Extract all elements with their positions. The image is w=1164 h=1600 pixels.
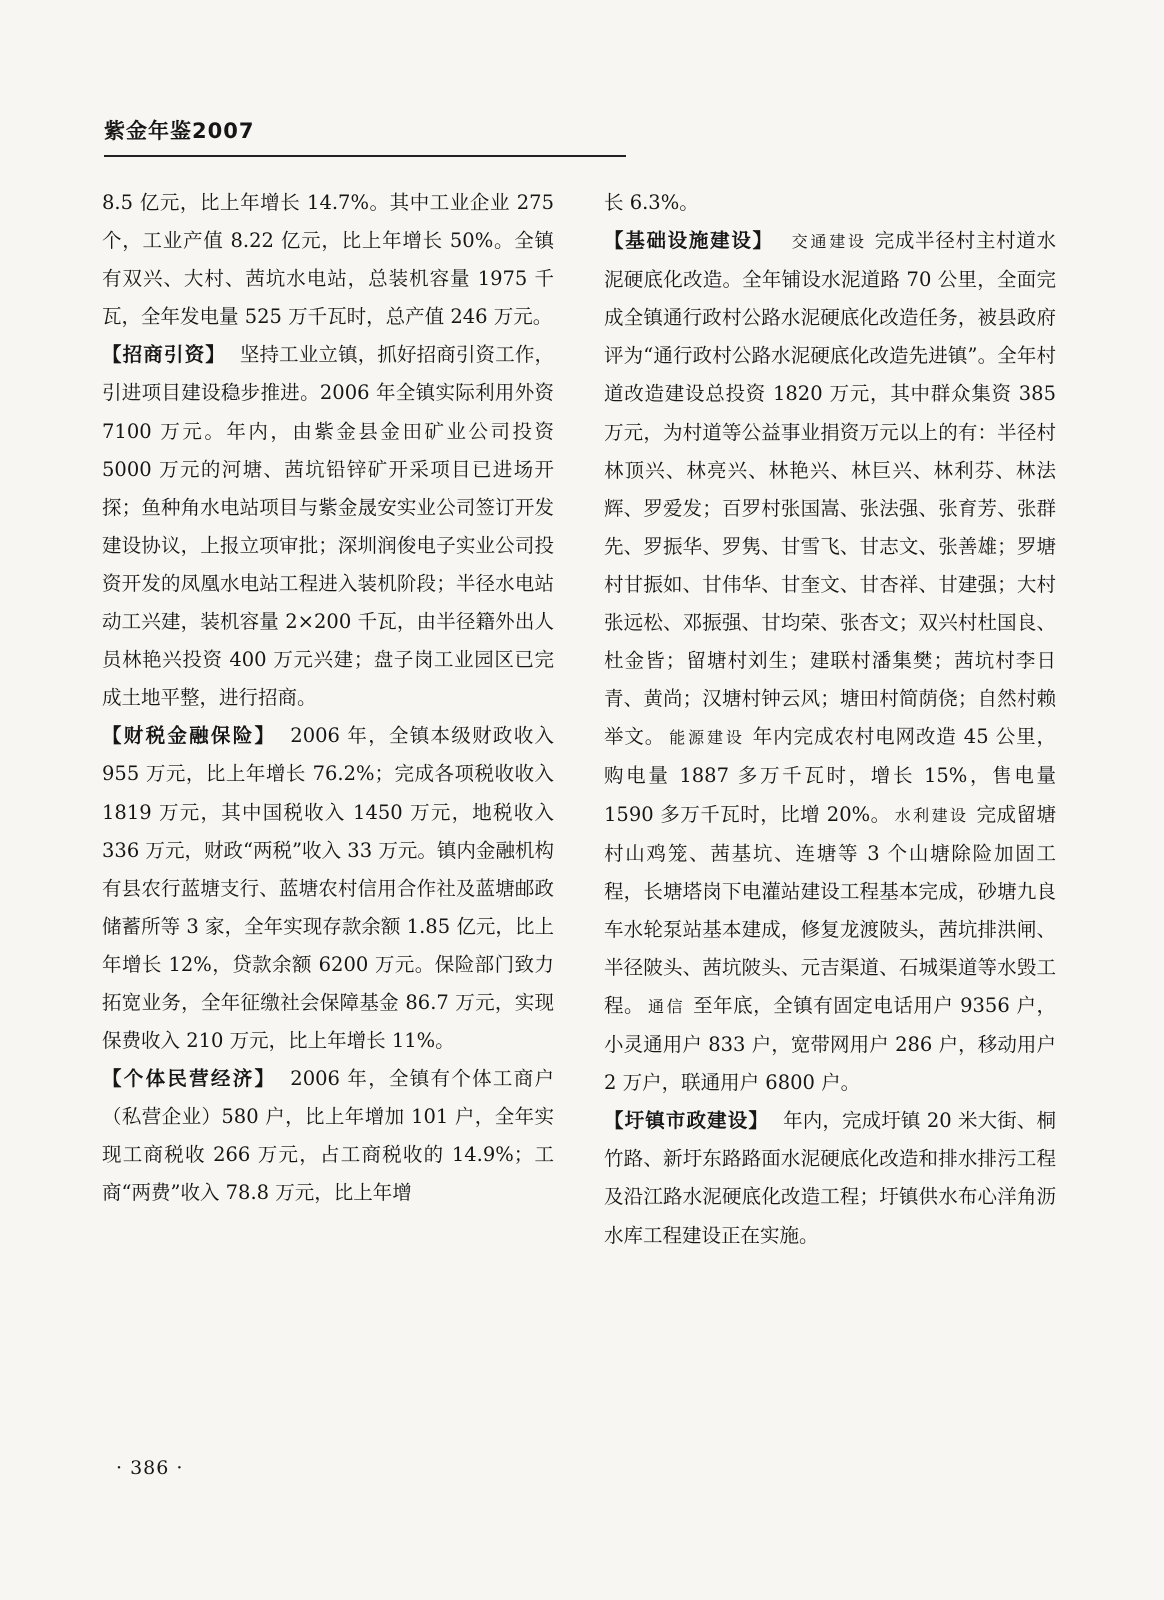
paragraph-continuation [604, 184, 1056, 222]
paragraph-infrastructure [604, 222, 1056, 1102]
telecom-text: 至年底，全镇有固定电话用户 9356 户，小灵通用户 833 户，宽带网用户 286 户，移动用户 2 万户，联通用户 6800 户。 [604, 993, 1056, 1095]
subheading-traffic: 交通建设 [791, 232, 867, 252]
subheading-telecom: 通信 [648, 996, 686, 1016]
left-column [102, 184, 554, 1213]
section-heading-infrastructure: 【基础设施建设】 [604, 229, 774, 253]
subheading-energy: 能源建设 [669, 728, 745, 748]
paragraph-investment [102, 336, 554, 717]
right-column [604, 184, 1056, 1255]
investment-text: 坚持工业立镇，抓好招商引资工作，引进项目建设稳步推进。2006 年全镇实际利用外资 7100 万元。年内，由紫金县金田矿业公司投资 5000 万元的河塘、茜坑铅锌矿开采项目已进场开探；鱼种角水电站项目与紫金晟安实业公司签订开发建设协议，上报立项审批；深圳润俊电子实业公司投资开发的凤凰水电站工程进入装机阶段；半径水电站动工兴建，装机容量 2×200 千瓦，由半径籍外出人员林艳兴投资 400 万元兴建；盘子岗工业园区已完成土地平整，进行招商。 [102, 343, 554, 710]
paragraph-finance [102, 717, 554, 1060]
town-construction-text: 年内，完成圩镇 20 米大街、桐竹路、新圩东路路面水泥硬底化改造和排水排污工程及沿江路水泥硬底化改造工程；圩镇供水布心洋角沥水库工程建设正在实施。 [604, 1109, 1056, 1247]
paragraph-town-construction [604, 1102, 1056, 1254]
continuation-text: 长 6.3%。 [604, 191, 699, 214]
section-heading-town-construction: 【圩镇市政建设】 [604, 1109, 770, 1133]
yearbook-title: 紫金年鉴2007 [104, 119, 255, 143]
running-header [104, 115, 626, 157]
finance-text: 2006 年，全镇本级财政收入 955 万元，比上年增长 76.2%；完成各项税收收入 1819 万元，其中国税收入 1450 万元，地税收入 336 万元，财政“两税”收入 33 万元。镇内金融机构有县农行蓝塘支行、蓝塘农村信用合作社及蓝塘邮政储蓄所等 3 家，全年实现存款余额 1.85 亿元，比上年增长 12%，贷款余额 6200 万元。保险部门致力拓宽业务，全年征缴社会保障基金 86.7 万元，实现保费收入 210 万元，比上年增长 11%。 [102, 724, 554, 1053]
energy-text: 年内完成农村电网改造 45 公里，购电量 1887 多万千瓦时，增长 15%，售电量 1590 多万千瓦时，比增 20%。 [604, 725, 1056, 826]
private-economy-text: 2006 年，全镇有个体工商户（私营企业）580 户，比上年增加 101 户，全年实现工商税收 266 万元，占工商税收的 14.9%；工商“两费”收入 78.8 万元，比上年增 [102, 1067, 554, 1205]
industry-text: 8.5 亿元，比上年增长 14.7%。其中工业企业 275 个，工业产值 8.22 亿元，比上年增长 50%。全镇有双兴、大村、茜坑水电站，总装机容量 1975 千瓦，全年发电量 525 万千瓦时，总产值 246 万元。 [102, 191, 554, 329]
traffic-text: 完成半径村主村道水泥硬底化改造。全年铺设水泥道路 70 公里，全面完成全镇通行政村公路水泥硬底化改造任务，被县政府评为“通行政村公路水泥硬底化改造先进镇”。全年村道改造建设总投资 1820 万元，其中群众集资 385 万元，为村道等公益事业捐资万元以上的有：半径村林顶兴、林亮兴、林艳兴、林巨兴、林利芬、林法辉、罗爱发；百罗村张国嵩、张法强、张育芳、张群先、罗振华、罗隽、甘雪飞、甘志文、张善雄；罗塘村甘振如、甘伟华、甘奎文、甘杏祥、甘建强；大村张远松、邓振强、甘均荣、张杏文；双兴村杜国良、杜金皆；留塘村刘生；建联村潘集樊；茜坑村李日青、黄尚；汉塘村钟云风；塘田村简荫侥；自然村赖举文。 [604, 229, 1056, 749]
subheading-water: 水利建设 [894, 805, 969, 825]
section-heading-finance: 【财税金融保险】 [102, 724, 277, 748]
paragraph-private-economy [102, 1060, 554, 1212]
water-text: 完成留塘村山鸡笼、茜基坑、连塘等 3 个山塘除险加固工程，长塘塔岗下电灌站建设工程基本完成，砂塘九良车水轮泵站基本建成，修复龙渡陂头，茜坑排洪闸、半径陂头、茜坑陂头、元吉渠道、石城渠道等水毁工程。 [604, 802, 1056, 1017]
paragraph-industry [102, 184, 554, 336]
section-heading-private-economy: 【个体民营经济】 [102, 1067, 277, 1091]
page-number: · 386 · [116, 1457, 184, 1479]
header-rule [104, 155, 626, 157]
section-heading-investment: 【招商引资】 [102, 343, 226, 367]
